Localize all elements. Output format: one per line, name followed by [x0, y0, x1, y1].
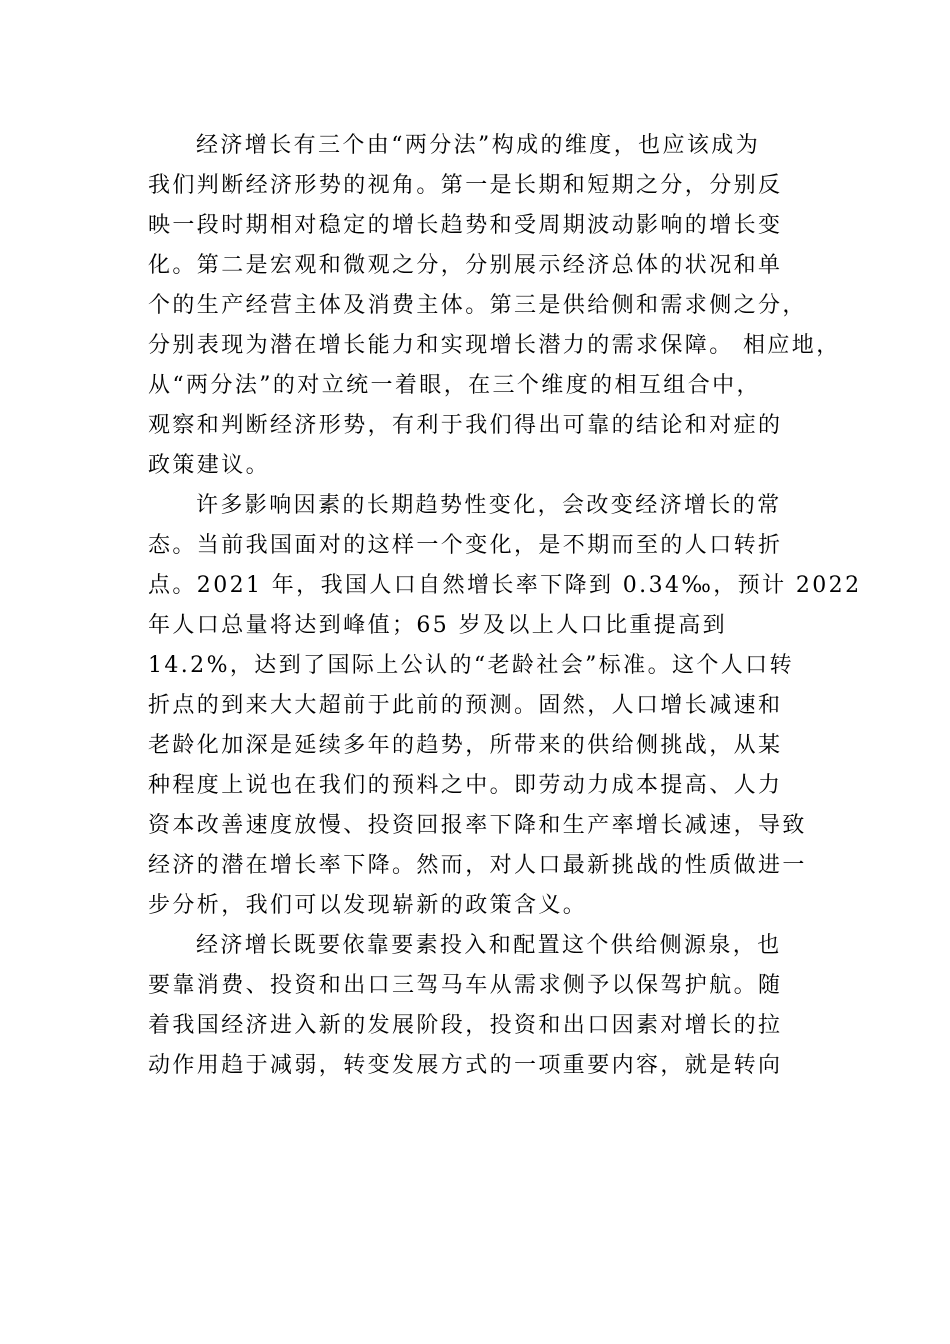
text-line: 要靠消费、投资和出口三驾马车从需求侧予以保驾护航。随 — [148, 973, 783, 998]
text-line: 种程度上说也在我们的预料之中。即劳动力成本提高、人力 — [148, 773, 783, 798]
document-body — [148, 126, 862, 1086]
text-line: 老龄化加深是延续多年的趋势，所带来的供给侧挑战，从某 — [148, 733, 783, 758]
text-line: 政策建议。 — [148, 453, 271, 478]
text-line: 映一段时期相对稳定的增长趋势和受周期波动影响的增长变 — [148, 213, 783, 238]
text-line: 年人口总量将达到峰值；65 岁及以上人口比重提高到 — [148, 613, 727, 638]
text-line: 经济的潜在增长率下降。然而，对人口最新挑战的性质做进一 — [148, 853, 807, 878]
text-line: 个的生产经营主体及消费主体。第三是供给侧和需求侧之分， — [148, 293, 807, 318]
paragraph-1 — [148, 126, 848, 486]
text-line: 资本改善速度放慢、投资回报率下降和生产率增长减速，导致 — [148, 813, 807, 838]
text-line: 折点的到来大大超前于此前的预测。固然，人口增长减速和 — [148, 693, 783, 718]
text-line: 点。2021 年，我国人口自然增长率下降到 0.34‰，预计 2022 — [148, 573, 862, 598]
paragraph-3 — [148, 926, 848, 1086]
text-line: 14.2%，达到了国际上公认的“老龄社会”标准。这个人口转 — [148, 653, 794, 678]
paragraph-2 — [148, 486, 862, 926]
text-line: 我们判断经济形势的视角。第一是长期和短期之分，分别反 — [148, 173, 783, 198]
text-line: 经济增长有三个由“两分法”构成的维度，也应该成为 — [196, 133, 761, 158]
text-line: 分别表现为潜在增长能力和实现增长潜力的需求保障。 相应地， — [148, 333, 841, 358]
text-line: 着我国经济进入新的发展阶段，投资和出口因素对增长的拉 — [148, 1013, 783, 1038]
text-line: 观察和判断经济形势，有利于我们得出可靠的结论和对症的 — [148, 413, 783, 438]
text-line: 动作用趋于减弱，转变发展方式的一项重要内容，就是转向 — [148, 1053, 783, 1078]
text-line: 经济增长既要依靠要素投入和配置这个供给侧源泉，也 — [196, 933, 782, 958]
text-line: 化。第二是宏观和微观之分，分别展示经济总体的状况和单 — [148, 253, 783, 278]
text-line: 步分析，我们可以发现崭新的政策含义。 — [148, 893, 588, 918]
text-line: 许多影响因素的长期趋势性变化，会改变经济增长的常 — [196, 493, 782, 518]
text-line: 从“两分法”的对立统一着眼，在三个维度的相互组合中， — [148, 373, 761, 398]
text-line: 态。当前我国面对的这样一个变化，是不期而至的人口转折 — [148, 533, 783, 558]
